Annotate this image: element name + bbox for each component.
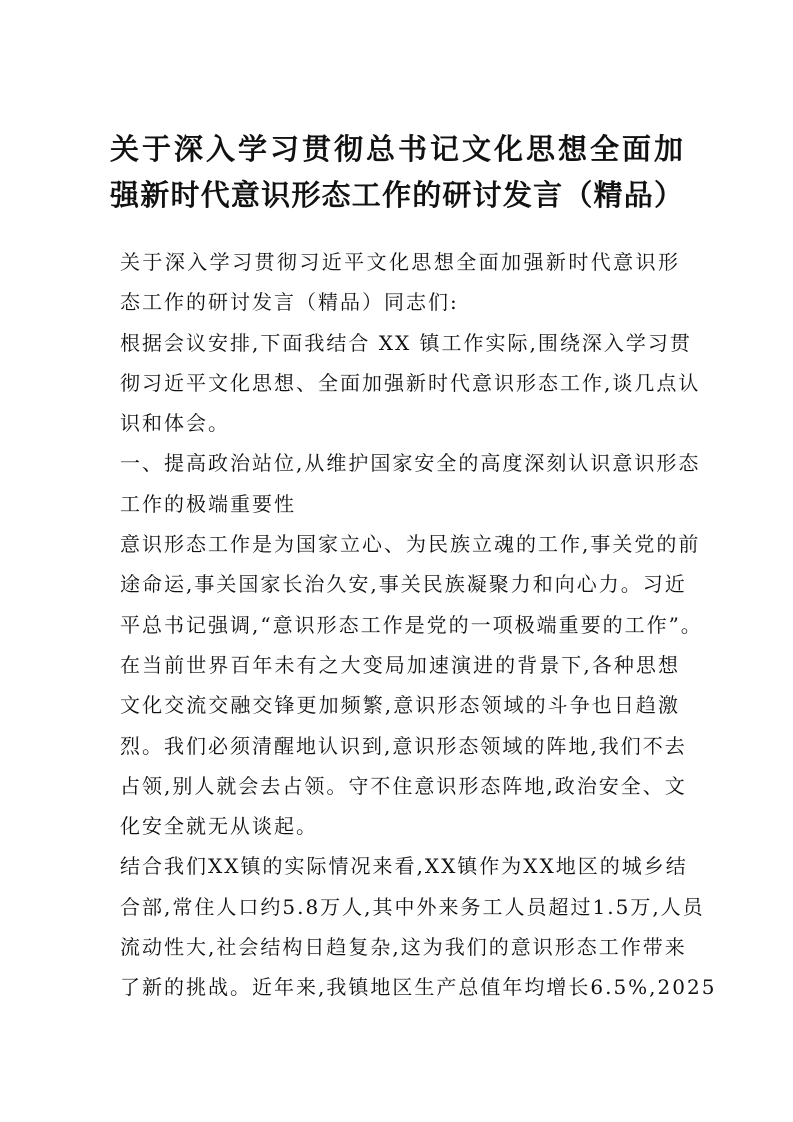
body-text-line: 意识形态工作是为国家立心、为民族立魂的工作,事关党的前 xyxy=(120,532,701,557)
title-line-2: 强新时代意识形态工作的研讨发言（精品） xyxy=(110,178,683,212)
body-text-line: 流动性大,社会结构日趋复杂,这为我们的意识形态工作带来 xyxy=(120,935,687,960)
body-text-line: 态工作的研讨发言（精品）同志们: xyxy=(120,290,459,315)
body-text-line: 一、提高政治站位,从维护国家安全的高度深刻认识意识形态 xyxy=(120,451,701,476)
title-line-1: 关于深入学习贯彻总书记文化思想全面加 xyxy=(110,132,683,166)
body-text-line: 彻习近平文化思想、全面加强新时代意识形态工作,谈几点认 xyxy=(120,370,701,395)
body-text-line: 关于深入学习贯彻习近平文化思想全面加强新时代意识形 xyxy=(120,250,680,274)
body-text-line: 工作的极端重要性 xyxy=(120,491,296,516)
body-text-line: 平总书记强调,“意识形态工作是党的一项极端重要的工作”。 xyxy=(120,612,703,637)
body-text-line: 烈。我们必须清醒地认识到,意识形态领域的阵地,我们不去 xyxy=(120,733,687,758)
body-text-line: 占领,别人就会去占领。守不住意识形态阵地,政治安全、文 xyxy=(120,773,687,798)
document-title xyxy=(110,126,683,218)
body-text-line: 途命运,事关国家长治久安,事关民族凝聚力和向心力。习近 xyxy=(120,572,687,597)
document-body xyxy=(120,242,717,1008)
body-text-line: 合部,常住人口约5.8万人,其中外来务工人员超过1.5万,人员 xyxy=(120,894,705,919)
body-text-line: 化安全就无从谈起。 xyxy=(120,814,318,839)
body-text-line: 识和体会。 xyxy=(120,411,230,436)
body-text-line: 根据会议安排,下面我结合 XX 镇工作实际,围绕深入学习贯 xyxy=(120,330,692,355)
body-text-line: 结合我们XX镇的实际情况来看,XX镇作为XX地区的城乡结 xyxy=(120,854,688,879)
body-text-line: 文化交流交融交锋更加频繁,意识形态领域的斗争也日趋激 xyxy=(120,693,680,718)
body-text-line: 了新的挑战。近年来,我镇地区生产总值年均增长6.5%,2025 xyxy=(120,975,717,1000)
body-text-line: 在当前世界百年未有之大变局加速演进的背景下,各种思想 xyxy=(120,652,680,677)
